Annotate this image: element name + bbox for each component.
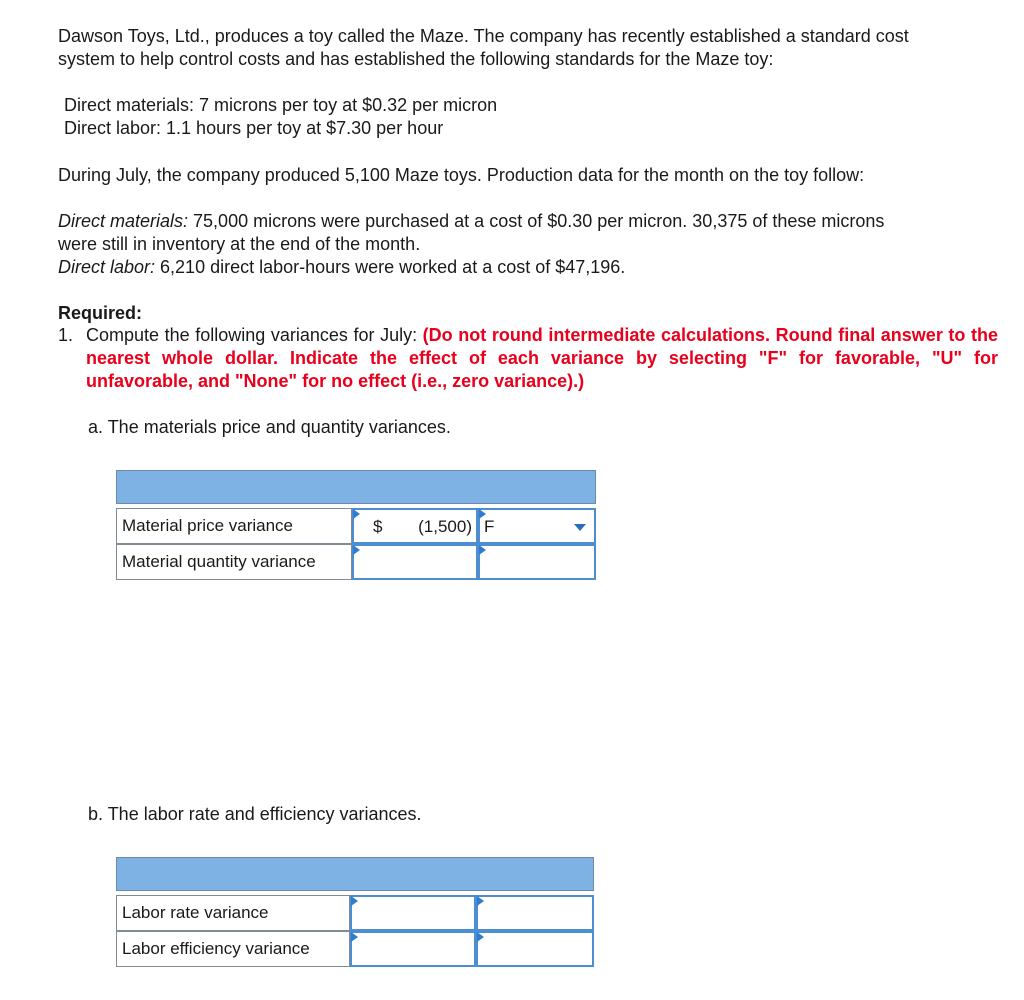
amount-input[interactable] <box>350 895 476 931</box>
flag-icon <box>353 509 360 519</box>
effect-value: F <box>484 517 495 536</box>
row-label: Labor efficiency variance <box>116 931 350 967</box>
flag-icon <box>351 932 358 942</box>
labor-data <box>58 256 625 279</box>
effect-select[interactable] <box>478 508 596 544</box>
effect-select[interactable] <box>476 895 594 931</box>
table-row <box>116 544 596 580</box>
chevron-down-icon[interactable] <box>574 524 586 531</box>
materials-variance-table <box>116 470 596 580</box>
materials-data-text: 75,000 microns were purchased at a cost of $0.30 per micron. 30,375 of these microns <box>188 211 885 231</box>
flag-icon <box>351 896 358 906</box>
table-row <box>116 931 594 967</box>
instruction-text: (Do not round intermediate calculations. Round final answer to the nearest whole dollar. Indicate the effect of each variance by selecting "F" for favorable, "U" for unfavorable, and "None" for no effect (i.e., zero variance).) <box>86 325 998 391</box>
amount-input[interactable] <box>352 508 478 544</box>
row-label: Labor rate variance <box>116 895 350 931</box>
intro-line-2: system to help control costs and has established the following standards for the Maze toy: <box>58 49 774 69</box>
part-b-label: b. The labor rate and efficiency variances. <box>88 804 422 824</box>
currency-symbol: $ <box>373 517 383 536</box>
production-text: During July, the company produced 5,100 Maze toys. Production data for the month on the toy follow: <box>58 165 865 185</box>
required-heading: Required: <box>58 303 143 323</box>
required-item-1 <box>58 324 998 393</box>
table-header <box>116 470 596 504</box>
amount-value: (1,500) <box>418 517 472 536</box>
flag-icon <box>479 545 486 555</box>
amount-input[interactable] <box>350 931 476 967</box>
materials-data-text-2: were still in inventory at the end of the month. <box>58 234 421 254</box>
flag-icon <box>477 932 484 942</box>
flag-icon <box>353 545 360 555</box>
labor-data-label: Direct labor: <box>58 257 156 277</box>
intro-line-1: Dawson Toys, Ltd., produces a toy called the Maze. The company has recently established a standard cost <box>58 26 909 46</box>
standard-labor: Direct labor: 1.1 hours per toy at $7.30 per hour <box>64 118 444 138</box>
item-text: Compute the following variances for July: <box>86 325 423 345</box>
amount-input[interactable] <box>352 544 478 580</box>
part-a-label: a. The materials price and quantity variances. <box>88 417 451 437</box>
labor-data-text: 6,210 direct labor-hours were worked at a cost of $47,196. <box>155 257 626 277</box>
standard-materials: Direct materials: 7 microns per toy at $0.32 per micron <box>64 95 498 115</box>
flag-icon <box>477 896 484 906</box>
labor-variance-table <box>116 857 594 967</box>
table-row <box>116 508 596 544</box>
materials-data <box>58 210 884 233</box>
materials-data-label: Direct materials: <box>58 211 189 231</box>
effect-select[interactable] <box>478 544 596 580</box>
table-header <box>116 857 594 891</box>
effect-select[interactable] <box>476 931 594 967</box>
row-label: Material quantity variance <box>116 544 352 580</box>
table-row <box>116 895 594 931</box>
row-label: Material price variance <box>116 508 352 544</box>
item-number: 1. <box>58 325 74 345</box>
